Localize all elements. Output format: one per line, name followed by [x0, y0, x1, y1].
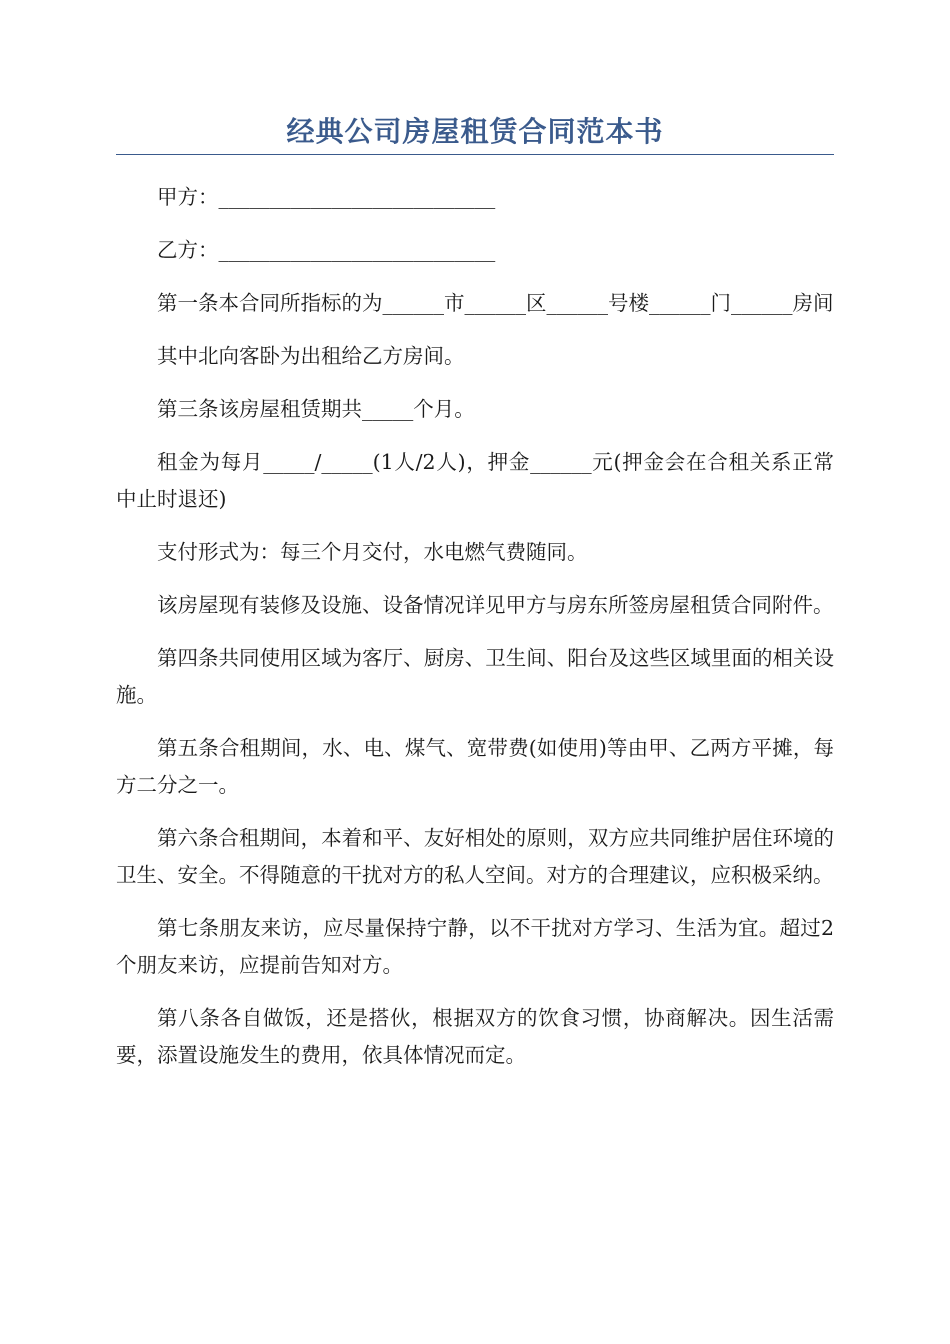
- party-b-line: 乙方：___________________________: [157, 238, 496, 262]
- facilities-note: 该房屋现有装修及设施、设备情况详见甲方与房东所签房屋租赁合同附件。: [157, 593, 834, 617]
- clause-1: 第一条本合同所指标的为______市______区______号楼______门______房间: [157, 291, 834, 315]
- party-a-line: 甲方：___________________________: [157, 185, 496, 209]
- clause-4: 第四条共同使用区域为客厅、厨房、卫生间、阳台及这些区域里面的相关设施。: [116, 646, 834, 707]
- rent-deposit: 租金为每月_____/_____(1人/2人)，押金______元(押金会在合租关系正常中止时退还): [116, 450, 834, 511]
- clause-7: 第七条朋友来访，应尽量保持宁静，以不干扰对方学习、生活为宜。超过2个朋友来访，应提前告知对方。: [116, 916, 834, 977]
- clause-6: 第六条合租期间，本着和平、友好相处的原则，双方应共同维护居住环境的卫生、安全。不得随意的干扰对方的私人空间。对方的合理建议，应积极采纳。: [116, 826, 834, 887]
- document-body: [116, 179, 834, 1074]
- document-title: 经典公司房屋租赁合同范本书: [116, 112, 834, 155]
- clause-8: 第八条各自做饭，还是搭伙，根据双方的饮食习惯，协商解决。因生活需要，添置设施发生的费用，依具体情况而定。: [116, 1006, 834, 1067]
- clause-5: 第五条合租期间，水、电、煤气、宽带费(如使用)等由甲、乙两方平摊，每方二分之一。: [116, 736, 834, 797]
- clause-1-room: 其中北向客卧为出租给乙方房间。: [157, 344, 465, 368]
- payment-method: 支付形式为：每三个月交付，水电燃气费随同。: [157, 540, 588, 564]
- clause-3: 第三条该房屋租赁期共_____个月。: [157, 397, 475, 421]
- document-page: [116, 112, 834, 1090]
